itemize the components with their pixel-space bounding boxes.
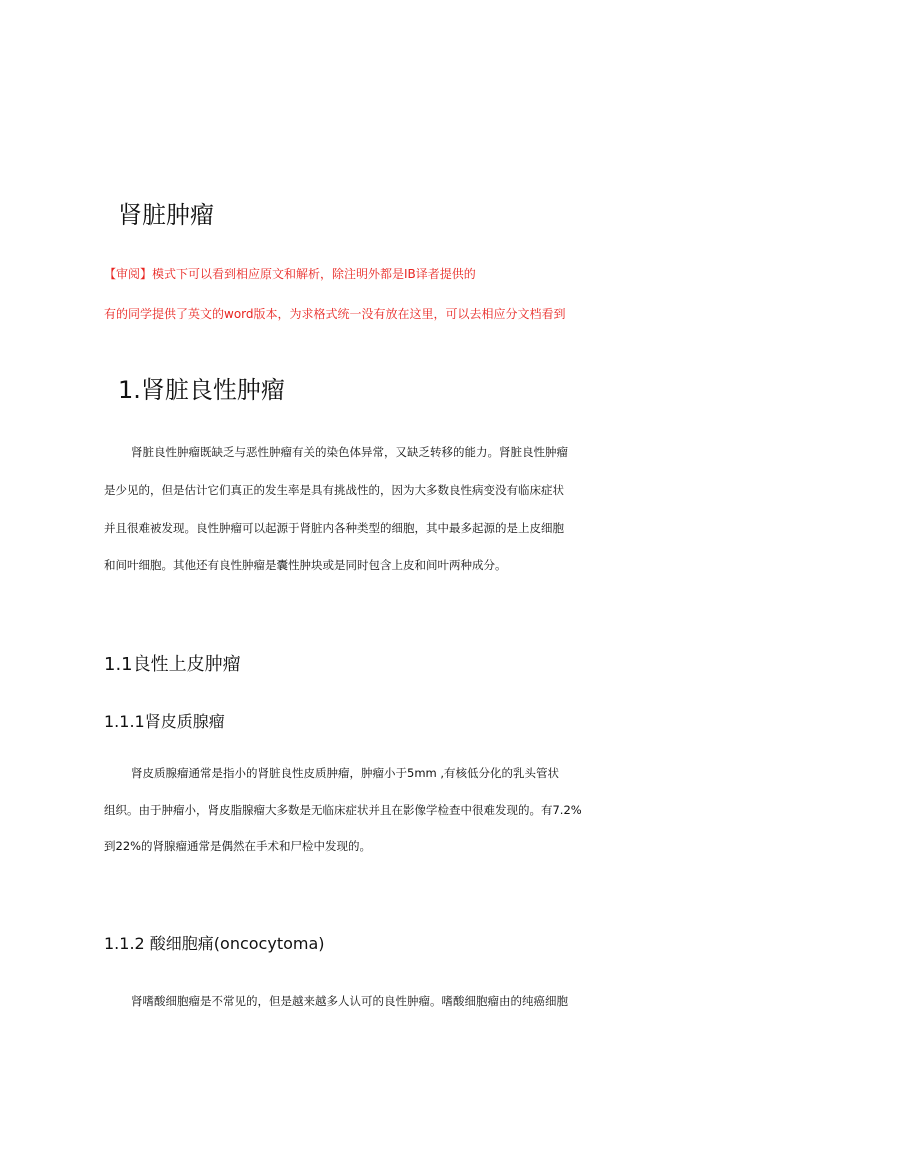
section-1-paragraph-line: 肾脏良性肿瘤既缺乏与恶性肿瘤有关的染色体异常，又缺乏转移的能力。肾脏良性肿瘤: [131, 445, 568, 459]
review-notice-line-1: 【审阅】模式下可以看到相应原文和解析，除注明外都是IB译者提供的: [104, 267, 476, 281]
section-1-paragraph-line: 和间叶细胞。其他还有良性肿瘤是囊性肿块或是同时包含上皮和间叶两种成分。: [104, 558, 507, 572]
section-1-1-1-heading: 1.1.1肾皮质腺瘤: [104, 712, 225, 731]
section-1-1-2-paragraph-line: 肾嗜酸细胞瘤是不常见的，但是越来越多人认可的良性肿瘤。嗜酸细胞瘤由的纯癌细胞: [131, 994, 568, 1008]
section-1-1-1-paragraph-line: 组织。由于肿瘤小，肾皮脂腺瘤大多数是无临床症状并且在影像学检查中很难发现的。有7.2%: [104, 803, 582, 817]
section-1-1-2-heading: 1.1.2 酸细胞痛(oncocytoma): [104, 934, 325, 953]
section-1-paragraph-line: 并且很难被发现。良性肿瘤可以起源于肾脏内各种类型的细胞，其中最多起源的是上皮细胞: [104, 521, 564, 535]
section-1-paragraph-line: 是少见的，但是估计它们真正的发生率是具有挑战性的，因为大多数良性病变没有临床症状: [104, 483, 564, 497]
section-1-1-1-paragraph-line: 到22%的肾腺瘤通常是偶然在手术和尸检中发现的。: [104, 839, 372, 853]
section-1-heading: 1.肾脏良性肿瘤: [118, 376, 285, 404]
section-1-1-heading: 1.1良性上皮肿瘤: [104, 654, 241, 675]
document-title: 肾脏肿瘤: [118, 201, 214, 229]
review-notice-line-2: 有的同学提供了英文的word版本，为求格式统一没有放在这里，可以去相应分文档看到: [104, 307, 566, 321]
section-1-1-1-paragraph-line: 肾皮质腺瘤通常是指小的肾脏良性皮质肿瘤，肿瘤小于5mm ,有核低分化的乳头管状: [131, 766, 560, 780]
